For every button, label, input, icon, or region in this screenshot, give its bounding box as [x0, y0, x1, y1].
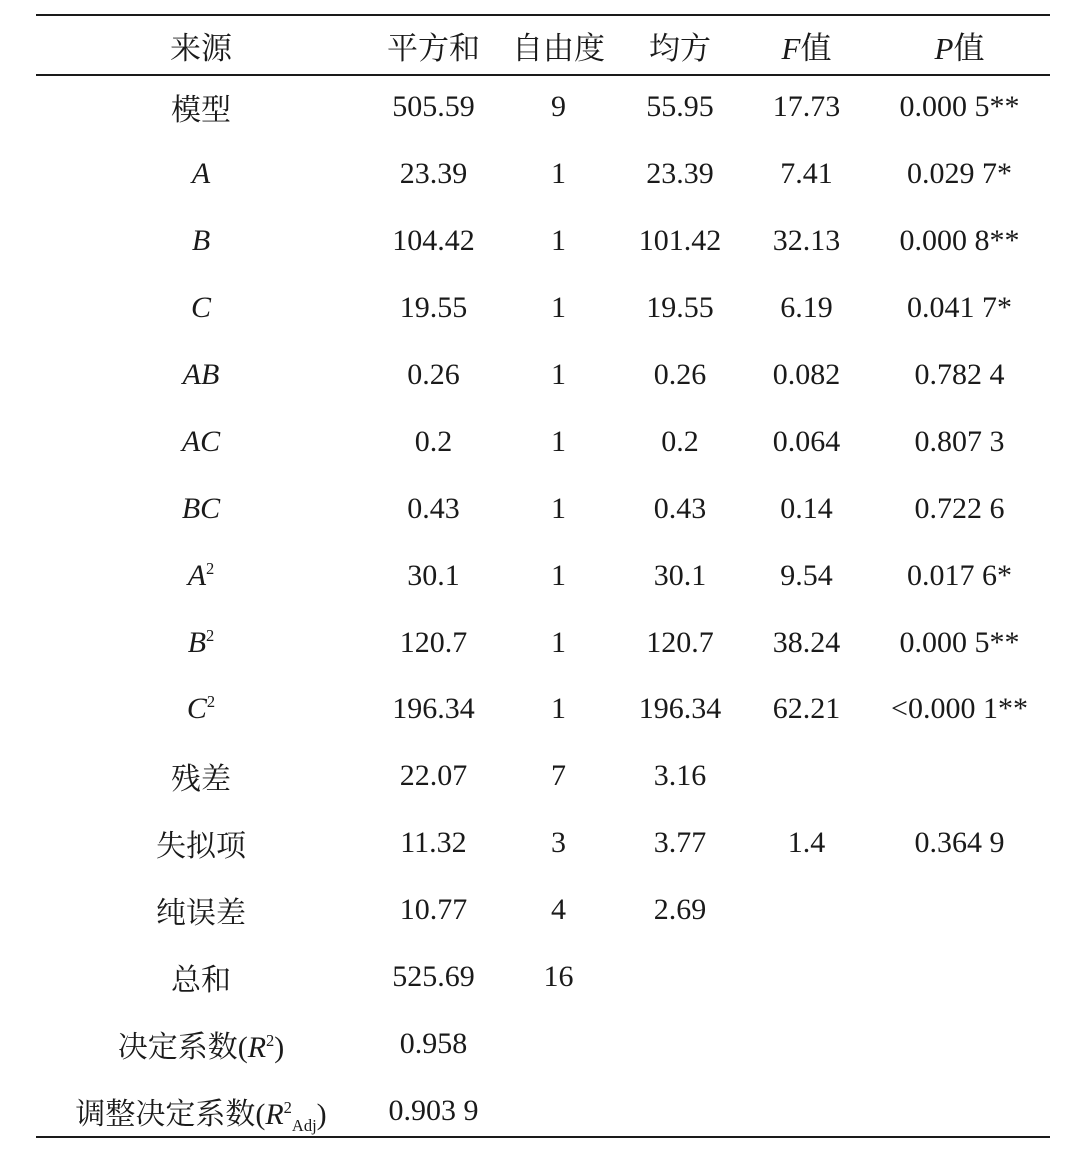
cell-sum-of-squares: 10.77: [399, 893, 468, 927]
cell-degrees-of-freedom: 1: [551, 625, 566, 659]
header-p-value: [869, 16, 1050, 74]
cell-sum-of-squares: 120.7: [399, 625, 468, 659]
source-variable: R: [265, 1097, 284, 1131]
cell-mean-square: 55.95: [646, 90, 714, 124]
source-variable: B: [191, 224, 211, 258]
table-row: [36, 408, 1050, 475]
cell-sum-of-squares: 11.32: [400, 826, 467, 860]
cell-sum-of-squares: 196.34: [392, 692, 475, 726]
table-row: [36, 877, 1050, 944]
cell-p-value: 0.722 6: [914, 491, 1005, 525]
cell-sum-of-squares: 22.07: [399, 759, 468, 793]
cell-sum-of-squares: 0.958: [399, 1026, 468, 1060]
source-label: 纯误差: [156, 897, 246, 931]
cell-f-value: [744, 877, 869, 944]
cell-source: [36, 810, 366, 877]
cell-source: [36, 1010, 366, 1077]
table-row: [36, 1010, 1050, 1077]
cell-source: [36, 475, 366, 542]
cell-f-value: 9.54: [780, 558, 833, 592]
cell-p-value: 0.782 4: [914, 358, 1005, 391]
cell-sum-of-squares: 23.39: [399, 157, 468, 191]
cell-degrees-of-freedom: [501, 1077, 616, 1144]
cell-p-value: 0.000 5**: [899, 625, 1020, 659]
header-mean-square: 均方: [649, 30, 711, 66]
cell-mean-square: 0.26: [653, 358, 707, 391]
table-row: [36, 676, 1050, 743]
cell-source: [36, 743, 366, 810]
source-label: 总和: [171, 964, 231, 998]
cell-sum-of-squares: 0.2: [414, 424, 453, 458]
source-superscript: 2: [206, 692, 216, 712]
header-p-suffix: 值: [953, 30, 985, 66]
header-f-value: [744, 16, 869, 74]
cell-sum-of-squares: 0.903 9: [388, 1093, 479, 1127]
cell-degrees-of-freedom: 1: [551, 224, 566, 258]
cell-p-value: 0.000 5**: [899, 90, 1020, 124]
table-row: [36, 141, 1050, 208]
cell-f-value: 6.19: [780, 291, 833, 325]
table-row: [36, 609, 1050, 676]
cell-f-value: 7.41: [780, 157, 833, 191]
cell-degrees-of-freedom: 1: [551, 692, 566, 726]
cell-f-value: [744, 1010, 869, 1077]
cell-f-value: 62.21: [772, 692, 841, 726]
cell-mean-square: 19.55: [646, 291, 714, 325]
cell-source: [36, 342, 366, 409]
cell-f-value: 1.4: [787, 826, 826, 860]
cell-mean-square: [616, 1010, 744, 1077]
source-superscript: 2: [283, 1097, 292, 1117]
cell-degrees-of-freedom: 3: [551, 826, 566, 860]
source-variable: B: [187, 625, 207, 659]
table-row: [36, 342, 1050, 409]
header-source: 来源: [170, 30, 232, 66]
source-close-paren: ): [316, 1097, 327, 1131]
cell-mean-square: 101.42: [638, 224, 722, 258]
cell-mean-square: [616, 1077, 744, 1144]
anova-table: [36, 16, 1050, 1144]
cell-degrees-of-freedom: 1: [551, 491, 566, 525]
cell-source: [36, 208, 366, 275]
cell-source: [36, 1077, 366, 1144]
table-row: [36, 475, 1050, 542]
cell-mean-square: 0.2: [661, 424, 699, 458]
cell-mean-square: 23.39: [646, 157, 714, 191]
table-row: [36, 208, 1050, 275]
source-subscript: Adj: [291, 1115, 317, 1135]
cell-sum-of-squares: 19.55: [399, 291, 468, 325]
cell-f-value: 0.082: [772, 358, 841, 391]
cell-f-value: 0.064: [772, 424, 841, 458]
cell-sum-of-squares: 505.59: [392, 90, 475, 124]
header-p-var: P: [934, 30, 954, 66]
source-label: 残差: [171, 763, 231, 797]
cell-sum-of-squares: 0.26: [407, 358, 460, 391]
cell-degrees-of-freedom: 7: [551, 759, 566, 793]
cell-mean-square: [616, 944, 744, 1011]
cell-p-value: 0.041 7*: [907, 291, 1012, 325]
header-degrees-of-freedom: 自由度: [512, 30, 605, 66]
cell-degrees-of-freedom: [501, 1010, 616, 1077]
source-label: 决定系数(: [117, 1030, 248, 1064]
cell-source: [36, 877, 366, 944]
table-row: [36, 74, 1050, 141]
cell-sum-of-squares: 525.69: [392, 960, 475, 994]
cell-p-value: 0.017 6*: [907, 558, 1012, 592]
table-row: [36, 275, 1050, 342]
cell-p-value: <0.000 1**: [891, 692, 1028, 726]
cell-p-value: [869, 877, 1050, 944]
source-label: 失拟项: [156, 830, 246, 864]
cell-p-value: 0.000 8**: [899, 224, 1020, 258]
cell-f-value: [744, 743, 869, 810]
cell-sum-of-squares: 104.42: [392, 224, 475, 258]
cell-source: [36, 408, 366, 475]
source-superscript: 2: [206, 558, 215, 578]
table-row: [36, 810, 1050, 877]
cell-degrees-of-freedom: 1: [551, 424, 566, 458]
cell-f-value: 0.14: [780, 491, 833, 525]
header-f-var: F: [781, 30, 801, 66]
cell-source: [36, 944, 366, 1011]
source-variable: A: [191, 157, 211, 191]
cell-degrees-of-freedom: 16: [543, 960, 574, 994]
cell-sum-of-squares: 30.1: [407, 558, 460, 592]
header-row: [36, 16, 1050, 74]
cell-mean-square: 3.77: [653, 826, 707, 860]
source-variable: AB: [182, 358, 220, 391]
source-variable: A: [187, 558, 207, 592]
cell-source: [36, 275, 366, 342]
cell-mean-square: 2.69: [653, 893, 707, 927]
source-variable: C: [190, 291, 211, 325]
header-f-suffix: 值: [800, 30, 832, 66]
cell-p-value: 0.029 7*: [907, 157, 1012, 191]
source-superscript: 2: [266, 1030, 275, 1050]
cell-source: [36, 141, 366, 208]
cell-degrees-of-freedom: 4: [551, 893, 566, 927]
cell-sum-of-squares: 0.43: [407, 491, 460, 525]
source-close-paren: ): [274, 1030, 285, 1064]
source-label: 调整决定系数(: [75, 1097, 266, 1131]
cell-f-value: [744, 944, 869, 1011]
cell-degrees-of-freedom: 1: [551, 558, 566, 592]
table-row: [36, 1077, 1050, 1144]
cell-f-value: 32.13: [772, 224, 841, 258]
cell-mean-square: 30.1: [653, 558, 707, 592]
table-row: [36, 944, 1050, 1011]
cell-mean-square: 0.43: [653, 491, 707, 525]
cell-mean-square: 196.34: [638, 692, 722, 726]
cell-degrees-of-freedom: 1: [551, 358, 566, 391]
source-label: 模型: [171, 94, 231, 128]
source-variable: R: [247, 1030, 267, 1064]
cell-source: [36, 676, 366, 743]
cell-degrees-of-freedom: 1: [551, 291, 566, 325]
cell-source: [36, 74, 366, 141]
cell-mean-square: 3.16: [653, 759, 707, 793]
cell-p-value: [869, 1010, 1050, 1077]
cell-p-value: 0.807 3: [914, 424, 1005, 458]
cell-f-value: [744, 1077, 869, 1144]
source-variable: C: [186, 692, 207, 726]
cell-degrees-of-freedom: 9: [551, 90, 566, 124]
table-row: [36, 743, 1050, 810]
cell-p-value: [869, 944, 1050, 1011]
cell-degrees-of-freedom: 1: [551, 157, 566, 191]
cell-source: [36, 609, 366, 676]
source-variable: AC: [181, 424, 221, 458]
cell-f-value: 38.24: [772, 625, 841, 659]
cell-source: [36, 542, 366, 609]
cell-f-value: 17.73: [772, 90, 841, 124]
table-row: [36, 542, 1050, 609]
cell-p-value: [869, 1077, 1050, 1144]
cell-p-value: [869, 743, 1050, 810]
source-superscript: 2: [206, 625, 215, 645]
header-sum-of-squares: 平方和: [387, 30, 480, 66]
cell-mean-square: 120.7: [646, 625, 714, 659]
source-variable: BC: [181, 491, 221, 525]
cell-p-value: 0.364 9: [914, 826, 1005, 860]
